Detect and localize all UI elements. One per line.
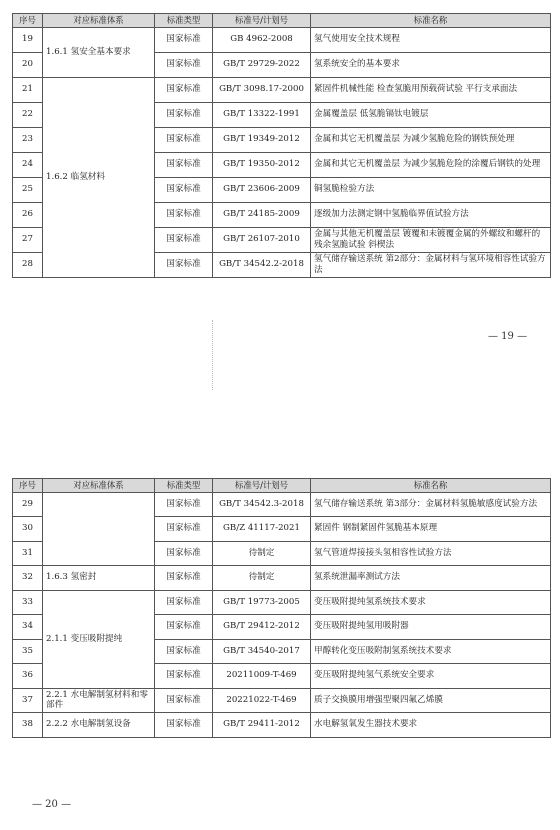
standards-table-page-19 bbox=[12, 13, 551, 278]
row-code: GB/T 34540-2017 bbox=[213, 639, 311, 664]
row-no: 32 bbox=[13, 566, 43, 591]
row-code: GB/T 19773-2005 bbox=[213, 590, 311, 615]
row-group-label: 1.6.2 临氢材料 bbox=[43, 77, 155, 277]
table-row bbox=[13, 77, 551, 102]
row-no: 30 bbox=[13, 517, 43, 542]
row-code: GB/T 29729-2022 bbox=[213, 52, 311, 77]
row-name: 氢气使用安全技术规程 bbox=[311, 27, 551, 52]
col-header-no: 序号 bbox=[13, 479, 43, 493]
col-header-name: 标准名称 bbox=[311, 14, 551, 28]
row-type: 国家标准 bbox=[155, 566, 213, 591]
row-type: 国家标准 bbox=[155, 27, 213, 52]
table-row bbox=[13, 566, 551, 591]
row-code: GB/T 19350-2012 bbox=[213, 152, 311, 177]
row-name: 氢系统泄漏率测试方法 bbox=[311, 566, 551, 591]
col-header-system: 对应标准体系 bbox=[43, 14, 155, 28]
row-code: GB/T 13322-1991 bbox=[213, 102, 311, 127]
row-group-label: 2.2.1 水电解制氢材料和零部件 bbox=[43, 688, 155, 713]
row-name: 铜氢脆检验方法 bbox=[311, 177, 551, 202]
row-code: GB 4962-2008 bbox=[213, 27, 311, 52]
page-number: — 19 — bbox=[488, 331, 528, 342]
row-name: 变压吸附提纯氢用吸附器 bbox=[311, 615, 551, 640]
row-type: 国家标准 bbox=[155, 102, 213, 127]
row-no: 28 bbox=[13, 252, 43, 277]
table-row bbox=[13, 492, 551, 517]
col-header-no: 序号 bbox=[13, 14, 43, 28]
col-header-name: 标准名称 bbox=[311, 479, 551, 493]
row-no: 24 bbox=[13, 152, 43, 177]
row-name: 氢系统安全的基本要求 bbox=[311, 52, 551, 77]
row-no: 20 bbox=[13, 52, 43, 77]
row-name: 变压吸附提纯氢气系统安全要求 bbox=[311, 664, 551, 689]
row-no: 23 bbox=[13, 127, 43, 152]
row-name: 金属覆盖层 低氢脆镉钛电镀层 bbox=[311, 102, 551, 127]
row-name: 氢气储存输送系统 第3部分：金属材料氢脆敏感度试验方法 bbox=[311, 492, 551, 517]
row-code: 待制定 bbox=[213, 566, 311, 591]
row-no: 35 bbox=[13, 639, 43, 664]
row-name: 水电解氢氧发生器技术要求 bbox=[311, 713, 551, 738]
table-row bbox=[13, 27, 551, 52]
row-name: 紧固件 钢制紧固件氢脆基本原理 bbox=[311, 517, 551, 542]
row-name: 逐级加力法测定钢中氢脆临界值试验方法 bbox=[311, 202, 551, 227]
col-header-code: 标准号/计划号 bbox=[213, 14, 311, 28]
col-header-code: 标准号/计划号 bbox=[213, 479, 311, 493]
row-group-label: 2.1.1 变压吸附提纯 bbox=[43, 590, 155, 688]
row-no: 26 bbox=[13, 202, 43, 227]
row-group-label-empty bbox=[43, 492, 155, 566]
row-group-label: 1.6.1 氢安全基本要求 bbox=[43, 27, 155, 77]
row-type: 国家标准 bbox=[155, 252, 213, 277]
row-type: 国家标准 bbox=[155, 639, 213, 664]
row-name: 金属与其他无机覆盖层 镀覆和未镀覆金属的外螺纹和螺杆的残余氢脆试验 斜楔法 bbox=[311, 227, 551, 252]
standards-table-page-20 bbox=[12, 478, 551, 738]
row-name: 氢气储存输送系统 第2部分：金属材料与氢环境相容性试验方法 bbox=[311, 252, 551, 277]
row-code: GB/T 23606-2009 bbox=[213, 177, 311, 202]
row-name: 金属和其它无机覆盖层 为减少氢脆危险的钢铁预处理 bbox=[311, 127, 551, 152]
row-type: 国家标准 bbox=[155, 152, 213, 177]
row-code: GB/T 29411-2012 bbox=[213, 713, 311, 738]
row-type: 国家标准 bbox=[155, 127, 213, 152]
row-no: 31 bbox=[13, 541, 43, 566]
row-no: 22 bbox=[13, 102, 43, 127]
row-code: 20211009-T-469 bbox=[213, 664, 311, 689]
table-header-row bbox=[13, 14, 551, 28]
row-type: 国家标准 bbox=[155, 202, 213, 227]
row-type: 国家标准 bbox=[155, 227, 213, 252]
table-row bbox=[13, 688, 551, 713]
col-header-type: 标准类型 bbox=[155, 14, 213, 28]
row-no: 27 bbox=[13, 227, 43, 252]
row-group-label: 2.2.2 水电解制氢设备 bbox=[43, 713, 155, 738]
row-code: GB/T 3098.17-2000 bbox=[213, 77, 311, 102]
row-code: GB/T 29412-2012 bbox=[213, 615, 311, 640]
row-type: 国家标准 bbox=[155, 77, 213, 102]
table-header-row bbox=[13, 479, 551, 493]
row-name: 紧固件机械性能 检查氢脆用预载荷试验 平行支承面法 bbox=[311, 77, 551, 102]
row-group-label: 1.6.3 氢密封 bbox=[43, 566, 155, 591]
row-code: 待制定 bbox=[213, 541, 311, 566]
row-name: 甲醇转化变压吸附制氢系统技术要求 bbox=[311, 639, 551, 664]
row-code: GB/T 34542.3-2018 bbox=[213, 492, 311, 517]
row-code: GB/T 24185-2009 bbox=[213, 202, 311, 227]
row-type: 国家标准 bbox=[155, 713, 213, 738]
row-type: 国家标准 bbox=[155, 664, 213, 689]
row-no: 37 bbox=[13, 688, 43, 713]
row-name: 质子交换膜用增强型聚四氟乙烯膜 bbox=[311, 688, 551, 713]
row-type: 国家标准 bbox=[155, 517, 213, 542]
row-type: 国家标准 bbox=[155, 688, 213, 713]
row-code: GB/Z 41117-2021 bbox=[213, 517, 311, 542]
row-type: 国家标准 bbox=[155, 52, 213, 77]
row-type: 国家标准 bbox=[155, 590, 213, 615]
row-no: 36 bbox=[13, 664, 43, 689]
row-no: 38 bbox=[13, 713, 43, 738]
page-divider bbox=[212, 320, 215, 390]
col-header-type: 标准类型 bbox=[155, 479, 213, 493]
row-no: 34 bbox=[13, 615, 43, 640]
row-type: 国家标准 bbox=[155, 615, 213, 640]
row-name: 变压吸附提纯氢系统技术要求 bbox=[311, 590, 551, 615]
table-row bbox=[13, 713, 551, 738]
page-number: — 20 — bbox=[32, 799, 72, 810]
row-no: 29 bbox=[13, 492, 43, 517]
row-code: GB/T 34542.2-2018 bbox=[213, 252, 311, 277]
row-name: 氢气管道焊接接头氢相容性试验方法 bbox=[311, 541, 551, 566]
row-no: 19 bbox=[13, 27, 43, 52]
row-code: 20221022-T-469 bbox=[213, 688, 311, 713]
row-name: 金属和其它无机覆盖层 为减少氢脆危险的涂覆后钢铁的处理 bbox=[311, 152, 551, 177]
row-no: 21 bbox=[13, 77, 43, 102]
col-header-system: 对应标准体系 bbox=[43, 479, 155, 493]
row-no: 33 bbox=[13, 590, 43, 615]
row-type: 国家标准 bbox=[155, 541, 213, 566]
row-no: 25 bbox=[13, 177, 43, 202]
row-code: GB/T 26107-2010 bbox=[213, 227, 311, 252]
row-type: 国家标准 bbox=[155, 177, 213, 202]
row-type: 国家标准 bbox=[155, 492, 213, 517]
table-row bbox=[13, 590, 551, 615]
row-code: GB/T 19349-2012 bbox=[213, 127, 311, 152]
